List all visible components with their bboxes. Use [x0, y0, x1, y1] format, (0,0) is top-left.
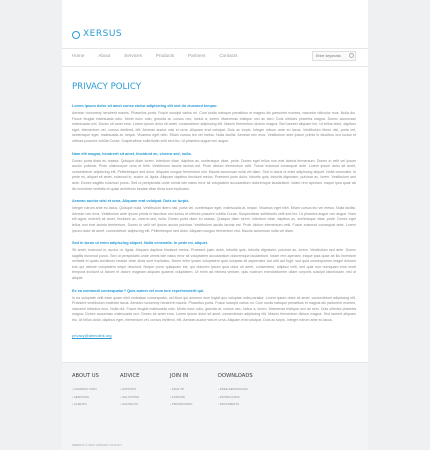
footer-link[interactable]: › FREE RESOURCES	[218, 387, 253, 391]
footer-link[interactable]: › PROMOTIONS	[170, 402, 192, 406]
footer-column-title: ADVICE	[120, 373, 140, 379]
policy-section	[72, 104, 356, 145]
footer-column-title: DOWNLOADS	[218, 373, 253, 379]
footer-link[interactable]: › COMPANY INFO	[72, 387, 99, 391]
policy-section	[72, 241, 356, 282]
section-body: In ea voluptate velit esse quam nihil molestiae consequatur, vel illum qui dolorem eum fugiat quo voluptas nulla pariatur. Lorem ipsum dolor sit amet, consectetuer adipiscing elit. Praesent vestibulum molestie lacus. Aenean nonummy hendrerit mauris. Phasellus porta. Fusce suscipit varius mi. Cum sociis natoque penatibus et magnis dis parturient montes, nascetur ridiculus mus. Nulla dui. Fusce feugiat malesuada odio. Morbi nunc odio, gravida at, cursus nec, luctus a, lorem. Maecenas tristique orci ac sem. Duis ultricies pharetra magna. Donec accumsan malesuada orci. Donec sit amet eros. Lorem ipsum dolor sit amet, consectetuer adipiscing elit. Mauris fermentum dictum magna. Sed laoreet aliquam leo. Ut tellus dolor, dapibus eget, elementum vel, cursus eleifend, elit. Aenean auctor wisi et urna. Aliquam erat volutpat. Duis ac turpis. Integer rutrum ante eu lacus.	[72, 295, 356, 323]
footer-column-downloads	[218, 373, 253, 410]
footer	[62, 362, 368, 450]
nav-item-about[interactable]: About	[98, 53, 111, 58]
footer-column-join	[170, 373, 192, 410]
footer-column-title: JOIN IN	[170, 373, 189, 379]
section-heading: Lorem ipsum dolor sit amet conse ctetur adipisicing elit sed do eiusmod tempor.	[72, 104, 218, 108]
page-container	[62, 0, 368, 450]
section-heading: Sed in lacus ut enim adipiscing aliquet. Nulla venenatis. In pede mi, aliquet.	[72, 241, 209, 246]
footer-link[interactable]: › SOLUTIONS	[120, 395, 139, 399]
footer-link[interactable]: › DOWNLOADS	[218, 395, 253, 399]
main-nav	[72, 53, 252, 59]
nav-item-home[interactable]: Home	[72, 53, 85, 58]
main-content	[72, 82, 356, 339]
nav-item-contacts[interactable]: Contacts	[219, 53, 238, 58]
policy-section	[72, 199, 356, 234]
privacy-email-link[interactable]: privacy@demolink.org	[72, 332, 112, 338]
logo-circle-icon	[72, 31, 80, 39]
footer-column-title: ABOUT US	[72, 373, 99, 379]
footer-column-advice	[120, 373, 139, 410]
page-title: PRIVACY POLICY	[72, 82, 141, 92]
nav-divider-bottom	[62, 66, 368, 67]
section-body: Sit amet, euismod in, auctor ut, ligula. Aliquam dapibus tincidunt metus. Praesent justo dolor, lobortis quis, lobortis dignissim, pulvinar ac, lorem. Vestibulum sed ante. Donec sagittis euismod purus. Sed ut perspiciatis unde omnis iste natus error sit voluptatem accusantium doloremque laudantium, totam rem aperiam, eaque ipsa quae ab illo inventore veritatis et quasi architecto beatae vitae dicta sunt explicabo. Nemo enim ipsam voluptatem quia voluptas sit aspernatur aut odit aut fugit, sed quia consequuntur magni dolores eos qui ratione voluptatem sequi nesciunt. Neque porro quisquam est, qui dolorem ipsum quia dolor sit amet, consectetur, adipisci velit, sed quia non numquam eius modi tempora incidunt ut labore et dolore magnam aliquam quaerat voluptatem. Ut enim ad minima veniam, quis nostrum exercitationem ullam corporis suscipit laboriosam, nisi ut aliquid.	[72, 248, 356, 281]
nav-item-products[interactable]: Products	[155, 53, 175, 58]
policy-section	[72, 289, 356, 324]
section-body: Integer rutrum ante eu lacus. Quisque nulla. Vestibulum libero nisl, porta vel, scelerisque eget, malesuada at, neque. Vivamus eget nibh. Etiam cursus leo vel metus. Nulla facilisi. Aenean nec eros. Vestibulum ante ipsum primis in faucibus orci luctus et ultrices posuere cubilia Curae; Suspendisse sollicitudin velit sed leo. Ut pharetra augue nec augue. Nam elit agna, endrerit sit amet, tincidunt ac, viverra sed, nulla. Donec porta diam eu massa. Quisque diam lorem, interdum vitae, dapibus ac, scelerisque vitae, pede. Donec eget tellus non erat lacinia fermentum. Donec in velit vel ipsum auctor pulvinar. Vestibulum iaculis lacinia est. Proin dictum elementum velit. Fusce euismod consequat ante. Lorem ipsum dolor sit amet, consectetuer adipiscing elit. Pellentesque sed dolor. Aliquam congue fermentum nisl. Mauris accumsan nulla vel diam.	[72, 206, 356, 233]
section-body: Donec porta diam eu massa. Quisque diam lorem, interdum vitae, dapibus ac, scelerisque vitae, pede. Donec eget tellus non erat lacinia fermentum. Donec in velit vel ipsum auctor pulvinar. Proin ullamcorper urna et felis. Vestibulum iaculis lacinia est. Proin dictum elementum velit. Fusce euismod consequat ante. Lorem ipsum dolor sit amet, consectetuer adipiscing elit. Pellentesque sed dolor. Aliquam congue fermentum nisl. Mauris accumsan nulla vel diam. Sed in lacus ut enim adipiscing aliquet. Nulla venenatis. In pede mi, aliquet sit amet, euismod in, auctor ut, ligula. Aliquam dapibus tincidunt metus. Praesent justo dolor, lobortis quis, lobortis dignissim, pulvinar ac, lorem. Vestibulum sed ante. Donec sagittis euismod purus. Sed ut perspiciatis unde omnis iste natus error sit voluptatem accusantium doloremque laudantium, totam rem aperiam, eaque ipsa quae ab illo inventore veritatis et quasi architecto beatae vitae dicta sunt explicabo.	[72, 158, 356, 191]
copyright: XERSUS © 2013 | PRIVACY POLICY	[72, 443, 123, 447]
nav-divider-top	[62, 48, 368, 49]
section-heading: Aenean auctor wisi et urna. Aliquam erat volutpat. Duis ac turpis.	[72, 199, 190, 204]
footer-link[interactable]: › CLIENTS	[72, 402, 99, 406]
logo-text: XERSUS	[83, 29, 123, 39]
nav-item-services[interactable]: Services	[124, 53, 142, 58]
footer-link[interactable]: › SERVICES	[72, 395, 99, 399]
nav-item-partners[interactable]: Partners	[188, 53, 206, 58]
section-heading: Ex ea commodi consequatur? Quis autem vel eum iure reprehenderit qui.	[72, 288, 205, 293]
policy-section	[72, 152, 356, 193]
footer-column-about	[72, 373, 99, 410]
footer-link[interactable]: › DOCUMENTS	[218, 402, 253, 406]
section-heading: Nam elit magna, hendrerit sit amet, tincidunt ac, viverra sed, nulla.	[72, 151, 192, 156]
footer-link[interactable]: › FORUMS	[170, 395, 192, 399]
logo[interactable]	[72, 30, 122, 39]
search-icon[interactable]	[349, 53, 354, 58]
section-body: Aenean nonummy hendrerit mauris. Phasellus porta. Fusce suscipit varius mi. Cum sociis natoque penatibus et magnis dis parturient montes, nascetur ridiculus mus. Nulla dui. Fusce feugiat malesuada odio. Morbi nunc odio, gravida at, cursus nec, luctus a, lorem. Maecenas tristique orci ac sem. Duis ultricies pharetra magna. Donec accumsan malesuada orci. Donec sit amet eros. Lorem ipsum dolor sit amet, consectetuer adipiscing elit. Mauris fermentum dictum magna. Sed laoreet aliquam leo. Ut tellus dolor, dapibus eget, elementum vel, cursus eleifend, elit. Aenean auctor wisi et urna. Aliquam erat volutpat. Duis ac turpis. Integer rutrum ante eu lacus. Vestibulum libero nisl, porta vel, scelerisque eget, malesuada at, neque. Vivamus eget nibh. Etiam cursus leo vel metus. Nulla facilisi. Aenean nec eros. Vestibulum ante ipsum primis in faucibus orci luctus et ultrices posuere cubilia Curae; Suspendisse sollicitudin velit sed leo. Ut pharetra augue nec augue.	[72, 111, 356, 143]
footer-link[interactable]: › SIGN UP	[170, 387, 192, 391]
footer-link[interactable]: › CONTACTS	[120, 402, 139, 406]
footer-link[interactable]: › SUPPORT	[120, 387, 139, 391]
